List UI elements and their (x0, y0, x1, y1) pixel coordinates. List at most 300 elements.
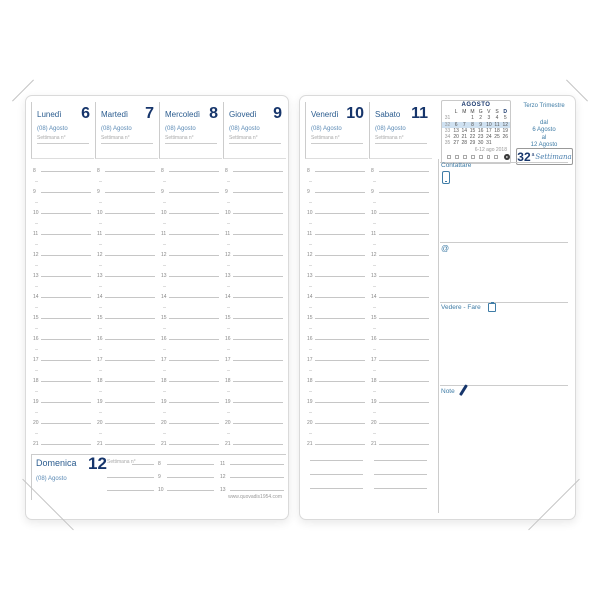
hour-line (379, 276, 429, 277)
hour-line (105, 255, 155, 256)
day-note-line (37, 143, 89, 144)
hour-line (379, 171, 429, 172)
at-icon: @ (441, 244, 450, 253)
day-note-line (165, 143, 217, 144)
hour-label: 18 (307, 378, 313, 384)
half-hour-mark (309, 223, 312, 224)
hour-label: 10 (371, 210, 377, 216)
hour-line (41, 234, 91, 235)
hour-line (41, 318, 91, 319)
half-hour-mark (99, 391, 102, 392)
day-note-label: Settimana n° (375, 135, 404, 141)
website-url: www.quovadis1954.com (228, 494, 282, 500)
sunday-number: 12 (88, 454, 107, 473)
day-note-label: Settimana n° (165, 135, 194, 141)
hour-line (379, 234, 429, 235)
hour-line (379, 213, 429, 214)
half-hour-mark (373, 244, 376, 245)
half-hour-mark (163, 391, 166, 392)
hour-line (233, 318, 283, 319)
mini-calendar-day: 27 (453, 140, 459, 147)
sunday-fill-line (107, 490, 154, 491)
hour-label: 20 (97, 420, 103, 426)
hour-line (105, 423, 155, 424)
hour-label: 21 (225, 441, 231, 447)
half-hour-mark (99, 412, 102, 413)
hour-label: 16 (225, 336, 231, 342)
mini-calendar-day: 13 (453, 127, 459, 134)
hour-line (105, 171, 155, 172)
mini-calendar-day-letter: G (478, 109, 483, 115)
day-header (305, 102, 368, 159)
half-hour-mark (35, 307, 38, 308)
half-hour-mark (373, 391, 376, 392)
half-hour-mark (227, 202, 230, 203)
hour-label: 17 (371, 357, 377, 363)
hour-line (169, 423, 219, 424)
day-header (369, 102, 432, 159)
mini-calendar-nav-strip (442, 154, 510, 160)
day-header (31, 102, 94, 159)
range-end: 12 Agosto (530, 141, 558, 148)
day-note-line (375, 143, 427, 144)
half-hour-mark (373, 370, 376, 371)
hour-label: 9 (33, 189, 36, 195)
hour-label: 21 (161, 441, 167, 447)
mini-calendar-day: 26 (502, 134, 508, 141)
section-divider (440, 385, 568, 386)
half-hour-mark (373, 412, 376, 413)
mini-calendar-day: 10 (486, 121, 492, 128)
half-hour-mark (99, 202, 102, 203)
hour-label: 15 (371, 315, 377, 321)
half-hour-mark (227, 433, 230, 434)
mini-calendar-title: AGOSTO (461, 102, 491, 108)
day-header (159, 102, 222, 159)
hour-label: 9 (225, 189, 228, 195)
hour-line (315, 381, 365, 382)
hour-line (233, 213, 283, 214)
hour-line (41, 255, 91, 256)
half-hour-mark (163, 349, 166, 350)
day-month: (08) Agosto (311, 126, 342, 132)
day-name: Sabato (375, 110, 401, 119)
mini-calendar-day: 16 (477, 127, 484, 134)
hour-line (315, 276, 365, 277)
mini-calendar-nav-box (487, 155, 491, 159)
hour-label: 11 (225, 231, 231, 237)
week-word: Settimana (535, 152, 572, 161)
hour-label: 13 (33, 273, 39, 279)
mini-calendar-day: 15 (469, 127, 476, 134)
mini-calendar-day: 29 (469, 140, 476, 147)
hour-line (315, 339, 365, 340)
mini-calendar-day: 23 (477, 134, 484, 141)
hour-line (41, 381, 91, 382)
half-hour-mark (309, 391, 312, 392)
hour-label: 11 (33, 231, 39, 237)
hour-label: 15 (33, 315, 39, 321)
hour-line (379, 297, 429, 298)
hour-label: 12 (33, 252, 39, 258)
hour-label: 18 (225, 378, 231, 384)
half-hour-mark (227, 328, 230, 329)
hour-line (105, 339, 155, 340)
half-hour-mark (99, 370, 102, 371)
half-hour-mark (35, 328, 38, 329)
hour-line (105, 234, 155, 235)
mini-calendar-week-number: 34 (444, 134, 451, 141)
mini-calendar-next-icon: ▸ (506, 153, 509, 159)
half-hour-mark (309, 412, 312, 413)
mini-calendar-day: 31 (486, 140, 492, 147)
mini-calendar-nav-box (447, 155, 451, 159)
hour-line (169, 192, 219, 193)
half-hour-mark (309, 265, 312, 266)
hour-line (315, 444, 365, 445)
mini-calendar-day-letter: L (454, 109, 458, 115)
half-hour-mark (99, 328, 102, 329)
day-month: (08) Agosto (375, 126, 406, 132)
half-hour-mark (227, 223, 230, 224)
hour-line (105, 213, 155, 214)
hour-line (315, 318, 365, 319)
half-hour-mark (35, 412, 38, 413)
day-note-label: Settimana n° (37, 135, 66, 141)
mini-calendar-week-row (442, 140, 510, 146)
day-note-line (311, 143, 363, 144)
vedere-fare-label: Vedere - Fare (441, 304, 481, 311)
hour-label: 13 (161, 273, 167, 279)
hour-line (315, 423, 365, 424)
hour-label: 20 (225, 420, 231, 426)
mini-calendar-day-letter: D (503, 109, 508, 115)
half-hour-mark (35, 244, 38, 245)
hour-label: 8 (307, 168, 310, 174)
half-hour-mark (163, 244, 166, 245)
hour-label: 9 (371, 189, 374, 195)
mini-calendar-day: 19 (502, 127, 508, 134)
hour-line (169, 444, 219, 445)
half-hour-mark (227, 244, 230, 245)
hour-line (233, 360, 283, 361)
hour-label: 15 (161, 315, 167, 321)
sunday-hour-label: 12 (220, 474, 226, 480)
day-name: Giovedì (229, 110, 257, 119)
sunday-note-line (132, 464, 154, 465)
trimester-label: Terzo Trimestre (523, 103, 565, 109)
half-hour-mark (99, 433, 102, 434)
half-hour-mark (163, 265, 166, 266)
mini-calendar-day: 21 (461, 134, 468, 141)
hour-label: 16 (307, 336, 313, 342)
mini-calendar-day: 28 (461, 140, 468, 147)
day-name: Martedì (101, 110, 129, 119)
mini-calendar-day: 30 (477, 140, 484, 147)
half-hour-mark (99, 349, 102, 350)
hour-label: 16 (371, 336, 377, 342)
hour-label: 18 (371, 378, 377, 384)
mini-calendar-week-number: 33 (444, 127, 451, 134)
hour-label: 12 (161, 252, 167, 258)
half-hour-mark (163, 223, 166, 224)
half-hour-mark (373, 223, 376, 224)
hour-line (315, 234, 365, 235)
half-hour-mark (99, 181, 102, 182)
mini-calendar-day: 7 (462, 121, 466, 128)
hour-label: 17 (161, 357, 167, 363)
hour-line (41, 402, 91, 403)
hour-line (379, 423, 429, 424)
hour-line (379, 381, 429, 382)
mini-calendar-day: 18 (494, 127, 500, 134)
sunday-hour-line (167, 490, 214, 491)
half-hour-mark (227, 286, 230, 287)
hour-line (105, 381, 155, 382)
mini-calendar-nav-box (455, 155, 459, 159)
hour-line (169, 213, 219, 214)
hour-label: 17 (33, 357, 39, 363)
day-note-label: Settimana n° (101, 135, 130, 141)
hour-label: 21 (97, 441, 103, 447)
half-hour-mark (35, 349, 38, 350)
hour-label: 11 (371, 231, 377, 237)
hour-label: 20 (161, 420, 167, 426)
range-al: al (541, 134, 547, 141)
hour-label: 12 (97, 252, 103, 258)
hour-line (105, 276, 155, 277)
hour-line (169, 402, 219, 403)
half-hour-mark (309, 307, 312, 308)
mini-calendar-day: 5 (503, 115, 507, 122)
hour-label: 17 (307, 357, 313, 363)
half-hour-mark (99, 265, 102, 266)
day-header (223, 102, 286, 159)
hour-label: 14 (225, 294, 231, 300)
half-hour-mark (373, 328, 376, 329)
hour-label: 21 (371, 441, 377, 447)
hour-label: 14 (161, 294, 167, 300)
half-hour-mark (227, 391, 230, 392)
mini-calendar-nav-box (471, 155, 475, 159)
mini-calendar-day: 24 (486, 134, 492, 141)
hour-label: 9 (307, 189, 310, 195)
half-hour-mark (227, 370, 230, 371)
sidebar-divider-vertical (438, 159, 439, 513)
mini-calendar-day: 1 (471, 115, 474, 122)
hour-label: 16 (161, 336, 167, 342)
half-hour-mark (163, 370, 166, 371)
hour-line (233, 402, 283, 403)
right-page (299, 95, 576, 520)
hour-label: 21 (307, 441, 313, 447)
hour-line (233, 444, 283, 445)
sunday-hour-label: 8 (158, 461, 161, 467)
half-hour-mark (373, 307, 376, 308)
section-divider (440, 302, 568, 303)
hour-line (41, 360, 91, 361)
half-hour-mark (99, 244, 102, 245)
sunday-hour-line (230, 490, 284, 491)
hour-label: 14 (307, 294, 313, 300)
hour-line (41, 171, 91, 172)
half-hour-mark (35, 223, 38, 224)
hour-line (315, 171, 365, 172)
hour-label: 8 (33, 168, 36, 174)
mini-calendar-day-letter: S (495, 109, 499, 115)
half-hour-mark (163, 307, 166, 308)
half-hour-mark (35, 181, 38, 182)
note-label: Note (441, 388, 455, 395)
half-hour-mark (163, 328, 166, 329)
day-note-line (229, 143, 281, 144)
half-hour-mark (227, 349, 230, 350)
hour-label: 11 (161, 231, 167, 237)
half-hour-mark (35, 370, 38, 371)
half-hour-mark (373, 433, 376, 434)
mini-calendar-footnote: 6-12 ago 2018 (474, 146, 507, 153)
half-hour-mark (373, 181, 376, 182)
sunday-note-label: Settimana n° (107, 459, 136, 465)
hour-line (41, 423, 91, 424)
hour-line (169, 297, 219, 298)
hour-line (315, 360, 365, 361)
half-hour-mark (35, 202, 38, 203)
hour-label: 16 (33, 336, 39, 342)
hour-line (233, 339, 283, 340)
day-name: Venerdì (311, 110, 339, 119)
hour-line (169, 360, 219, 361)
contattare-label: Contattare (441, 162, 472, 169)
half-hour-mark (373, 349, 376, 350)
range-start: 6 Agosto (532, 127, 556, 133)
hour-line (379, 360, 429, 361)
hour-line (379, 192, 429, 193)
hour-label: 17 (225, 357, 231, 363)
hour-label: 12 (225, 252, 231, 258)
hour-line (379, 255, 429, 256)
sunday-hour-line (167, 477, 214, 478)
hour-label: 19 (161, 399, 167, 405)
mini-calendar-day: 11 (494, 121, 500, 128)
mini-calendar-week-number: 35 (444, 140, 451, 147)
section-divider (440, 242, 568, 243)
hour-label: 10 (33, 210, 39, 216)
hour-line (233, 234, 283, 235)
hour-label: 19 (33, 399, 39, 405)
half-hour-mark (309, 433, 312, 434)
day-header (95, 102, 158, 159)
hour-line (233, 171, 283, 172)
hour-label: 20 (371, 420, 377, 426)
mini-calendar-day (493, 140, 501, 146)
hour-line (41, 276, 91, 277)
hour-label: 11 (97, 231, 103, 237)
half-hour-mark (35, 265, 38, 266)
hour-label: 9 (97, 189, 100, 195)
hour-line (233, 255, 283, 256)
hour-label: 13 (371, 273, 377, 279)
hour-label: 8 (225, 168, 228, 174)
mini-calendar-day: 9 (479, 121, 483, 128)
day-name: Mercoledì (165, 110, 201, 119)
hour-line (169, 234, 219, 235)
hour-label: 19 (225, 399, 231, 405)
hour-line (169, 171, 219, 172)
hour-line (315, 255, 365, 256)
mini-calendar-nav-box (494, 155, 498, 159)
hour-label: 10 (225, 210, 231, 216)
hour-line (379, 318, 429, 319)
half-hour-mark (227, 412, 230, 413)
day-month: (08) Agosto (101, 126, 132, 132)
hour-label: 8 (371, 168, 374, 174)
mini-calendar-day: 3 (487, 115, 491, 122)
sunday-name: Domenica (36, 458, 77, 468)
hour-line (169, 276, 219, 277)
hour-label: 13 (97, 273, 103, 279)
extra-writing-line (310, 474, 363, 475)
hour-label: 10 (97, 210, 103, 216)
hour-label: 9 (161, 189, 164, 195)
day-number: 9 (273, 105, 282, 122)
half-hour-mark (99, 307, 102, 308)
day-note-label: Settimana n° (229, 135, 258, 141)
half-hour-mark (35, 391, 38, 392)
hour-label: 13 (307, 273, 313, 279)
hour-line (105, 360, 155, 361)
half-hour-mark (373, 265, 376, 266)
hour-line (379, 444, 429, 445)
day-name: Lunedì (37, 110, 62, 119)
hour-line (41, 444, 91, 445)
mini-calendar-day-letter: M (462, 109, 467, 115)
hour-label: 19 (307, 399, 313, 405)
day-number: 6 (81, 105, 90, 122)
mini-calendar-day: 14 (461, 127, 468, 134)
hour-line (41, 192, 91, 193)
day-note-label: Settimana n° (311, 135, 340, 141)
half-hour-mark (373, 286, 376, 287)
hour-line (41, 213, 91, 214)
sunday-fill-line (107, 477, 154, 478)
hour-label: 16 (97, 336, 103, 342)
hour-line (169, 381, 219, 382)
mini-calendar-day-letter: M (470, 109, 475, 115)
extra-writing-line (374, 460, 427, 461)
hour-label: 14 (33, 294, 39, 300)
phone-icon (442, 171, 450, 184)
extra-writing-line (310, 488, 363, 489)
mini-calendar-nav-box (479, 155, 483, 159)
half-hour-mark (163, 286, 166, 287)
hour-label: 21 (33, 441, 39, 447)
hour-label: 10 (307, 210, 313, 216)
half-hour-mark (163, 181, 166, 182)
hour-line (315, 402, 365, 403)
half-hour-mark (163, 202, 166, 203)
mini-calendar-day: 4 (495, 115, 499, 122)
week-number-suffix: a (531, 152, 535, 158)
hour-label: 12 (371, 252, 377, 258)
mini-calendar-grid (442, 109, 510, 147)
hour-label: 19 (97, 399, 103, 405)
extra-writing-line (310, 460, 363, 461)
hour-line (379, 339, 429, 340)
mini-calendar-day: 2 (479, 115, 483, 122)
half-hour-mark (309, 181, 312, 182)
half-hour-mark (35, 433, 38, 434)
